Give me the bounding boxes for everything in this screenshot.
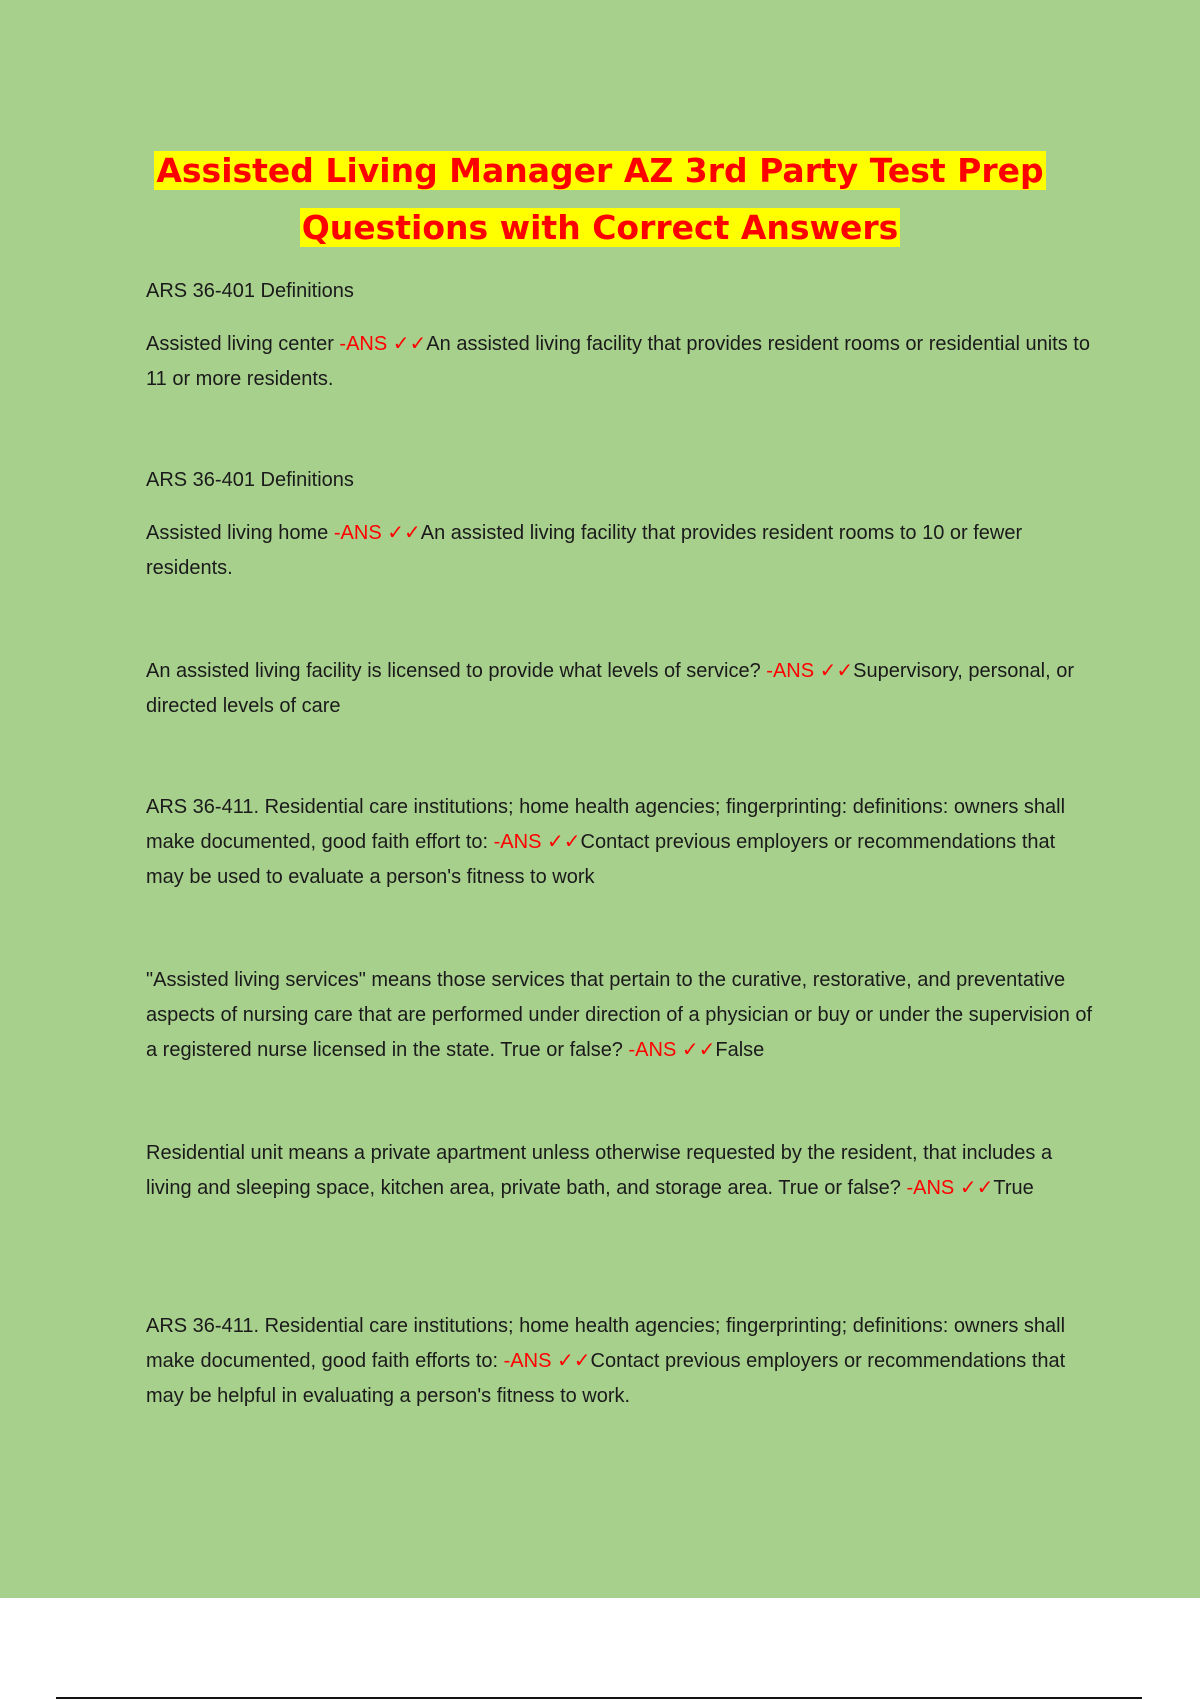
title-line-2: Questions with Correct Answers bbox=[301, 208, 899, 247]
question-text: An assisted living facility is licensed to provide what levels of service? bbox=[146, 660, 767, 682]
check-icon: ✓✓ bbox=[959, 1177, 994, 1199]
document-title bbox=[0, 142, 1200, 256]
question-text: "Assisted living services" means those services that pertain to the curative, restorative, and preventative aspects of nursing care that are performed under direction of a physician or buy or under the supervision of a registered nurse licensed in the state. True or false? bbox=[146, 969, 1093, 1061]
qa-item bbox=[146, 327, 1096, 397]
answer-text: An assisted living facility that provides resident rooms or residential units to 11 or more residents. bbox=[146, 333, 1090, 390]
question-text: ARS 36-411. Residential care institutions; home health agencies; fingerprinting; definitions: owners shall make documented, good faith efforts to: bbox=[146, 1315, 1066, 1372]
answer-text: Contact previous employers or recommendations that may be used to evaluate a person's fitness to work bbox=[146, 831, 1056, 888]
qa-item bbox=[146, 1136, 1096, 1206]
title-line-1: Assisted Living Manager AZ 3rd Party Test Prep bbox=[156, 151, 1044, 190]
ans-marker: -ANS bbox=[333, 522, 382, 544]
ans-marker: -ANS bbox=[503, 1350, 552, 1372]
check-icon: ✓✓ bbox=[819, 660, 854, 682]
footer-divider bbox=[56, 1697, 1142, 1699]
ans-marker: -ANS bbox=[628, 1039, 677, 1061]
question-text: Assisted living center bbox=[146, 333, 340, 355]
check-icon: ✓✓ bbox=[681, 1039, 716, 1061]
ans-marker: -ANS bbox=[766, 660, 815, 682]
answer-text: False bbox=[715, 1039, 765, 1061]
entry-heading bbox=[146, 463, 1096, 498]
check-icon: ✓✓ bbox=[547, 831, 581, 853]
check-icon: ✓✓ bbox=[387, 522, 421, 544]
ans-marker: -ANS bbox=[339, 333, 388, 355]
qa-item bbox=[146, 654, 1096, 724]
answer-text: Contact previous employers or recommendations that may be helpful in evaluating a person's fitness to work. bbox=[146, 1350, 1066, 1407]
answer-text: True bbox=[993, 1177, 1034, 1199]
answer-text: An assisted living facility that provides resident rooms to 10 or fewer residents. bbox=[146, 522, 1023, 579]
section-heading: ARS 36-401 Definitions bbox=[146, 469, 354, 491]
qa-item bbox=[146, 516, 1096, 586]
entry-heading bbox=[146, 274, 1096, 309]
question-text: ARS 36-411. Residential care institutions; home health agencies; fingerprinting: definitions: owners shall make documented, good faith effort to: bbox=[146, 796, 1066, 853]
qa-item bbox=[146, 1309, 1096, 1414]
question-text: Residential unit means a private apartment unless otherwise requested by the resident, that includes a living and sleeping space, kitchen area, private bath, and storage area. True or false? bbox=[146, 1142, 1053, 1199]
qa-item bbox=[146, 790, 1096, 895]
qa-item bbox=[146, 963, 1096, 1068]
check-icon: ✓✓ bbox=[557, 1350, 591, 1372]
answer-text: Supervisory, personal, or directed levels of care bbox=[146, 660, 1075, 717]
ans-marker: -ANS bbox=[493, 831, 542, 853]
check-icon: ✓✓ bbox=[392, 333, 427, 355]
ans-marker: -ANS bbox=[906, 1177, 955, 1199]
question-text: Assisted living home bbox=[146, 522, 334, 544]
section-heading: ARS 36-401 Definitions bbox=[146, 280, 354, 302]
